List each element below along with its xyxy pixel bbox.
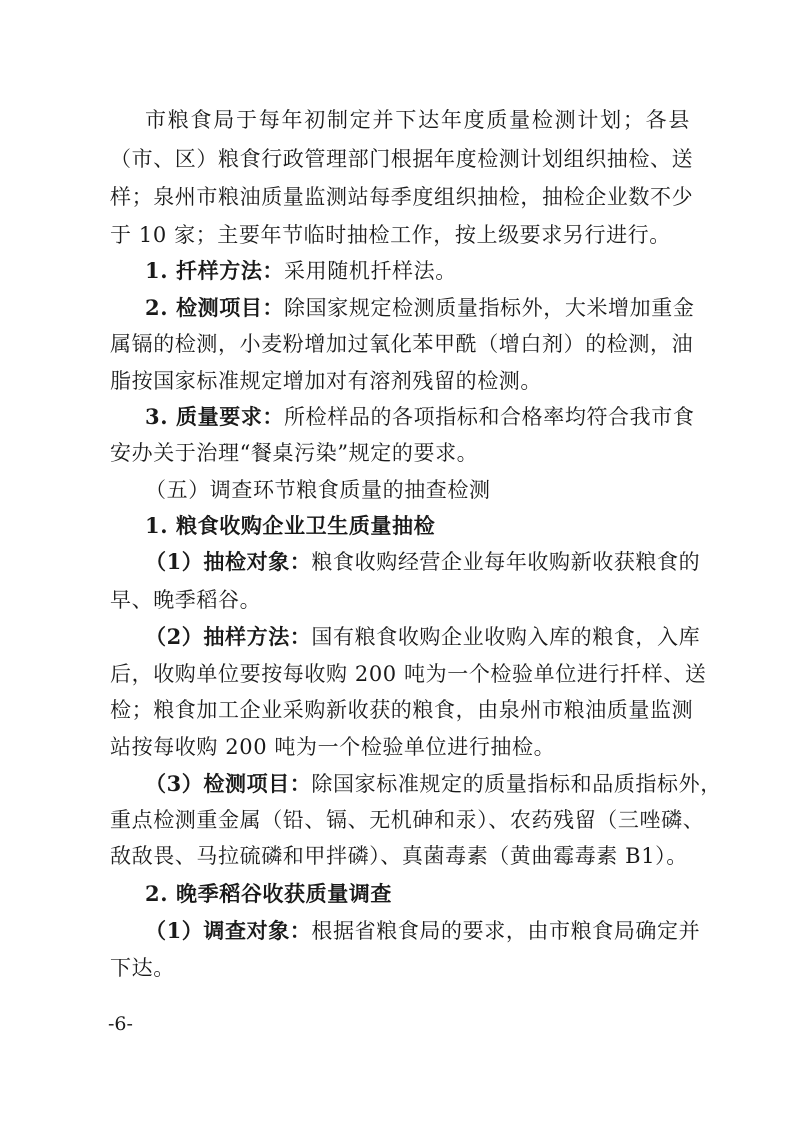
body-text: 除国家规定检测质量指标外，大米增加重金 — [284, 296, 695, 320]
body-text: 于 10 家；主要年节临时抽检工作，按上级要求另行进行。 — [110, 223, 671, 247]
body-text: 早、晚季稻谷。 — [110, 588, 262, 612]
body-text: 安办关于治理“餐桌污染”规定的要求。 — [110, 441, 479, 465]
body-text: （市、区）粮食行政管理部门根据年度检测计划组织抽检、送 — [110, 147, 694, 171]
text-line — [145, 549, 701, 575]
body-text: 检；粮食加工企业采购新收获的粮食，由泉州市粮油质量监测 — [110, 698, 694, 722]
text-line — [145, 771, 722, 797]
text-line — [145, 918, 701, 944]
text-line — [145, 295, 695, 321]
body-text: 重点检测重金属（铅、镉、无机砷和汞）、农药残留（三唑磷、 — [110, 808, 705, 832]
text-line — [110, 955, 690, 981]
body-text: 市粮食局于每年初制定并下达年度质量检测计划；各县 — [145, 108, 690, 132]
page-number: -6- — [108, 1013, 133, 1035]
body-text: 采用随机扦样法。 — [284, 259, 457, 283]
bold-heading-text: 3. 质量要求： — [145, 404, 285, 429]
text-line — [110, 587, 690, 613]
body-text: 后，收购单位要按每收购 200 吨为一个检验单位进行扦样、送 — [110, 662, 707, 686]
bold-heading-text: （1）抽检对象： — [145, 549, 312, 574]
text-line — [110, 807, 705, 833]
text-line — [110, 440, 690, 466]
body-text: 下达。 — [110, 956, 175, 980]
body-text: 根据省粮食局的要求，由市粮食局确定并 — [311, 919, 701, 943]
bold-heading-text: 2. 晚季稻谷收获质量调查 — [145, 881, 393, 906]
bold-heading-text: （3）检测项目： — [145, 771, 312, 796]
body-text: 脂按国家标准规定增加对有溶剂残留的检测。 — [110, 369, 542, 393]
text-line — [110, 368, 690, 394]
text-line — [110, 697, 694, 723]
body-text: 站按每收购 200 吨为一个检验单位进行抽检。 — [110, 735, 556, 759]
text-line — [145, 624, 701, 650]
bold-heading-text: 2. 检测项目： — [145, 295, 285, 320]
text-line — [145, 404, 695, 430]
text-line — [110, 843, 690, 869]
text-line — [145, 258, 690, 284]
body-text: （五）调查环节粮食质量的抽查检测 — [145, 478, 491, 502]
bold-heading-text: （1）调查对象： — [145, 918, 312, 943]
text-line — [110, 222, 690, 248]
text-line — [110, 734, 690, 760]
text-line — [145, 107, 690, 133]
body-text: 粮食收购经营企业每年收购新收获粮食的 — [311, 550, 701, 574]
body-text: 敌敌畏、马拉硫磷和甲拌磷）、真菌毒素（黄曲霉毒素 B1）。 — [110, 844, 688, 868]
text-line — [145, 513, 690, 539]
body-text: 除国家标准规定的质量指标和品质指标外， — [311, 772, 722, 796]
text-line — [110, 661, 707, 687]
bold-heading-text: 1. 粮食收购企业卫生质量抽检 — [145, 513, 436, 538]
bold-heading-text: 1. 扦样方法： — [145, 258, 285, 283]
body-text: 国有粮食收购企业收购入库的粮食，入库 — [311, 625, 701, 649]
text-line — [145, 881, 690, 907]
body-text: 属镉的检测，小麦粉增加过氧化苯甲酰（增白剂）的检测，油 — [110, 332, 694, 356]
text-line — [110, 146, 694, 172]
body-text: 样；泉州市粮油质量监测站每季度组织抽检，抽检企业数不少 — [110, 185, 694, 209]
text-line — [110, 184, 694, 210]
text-line — [110, 331, 694, 357]
body-text: 所检样品的各项指标和合格率均符合我市食 — [284, 405, 695, 429]
text-line — [145, 477, 690, 503]
bold-heading-text: （2）抽样方法： — [145, 624, 312, 649]
